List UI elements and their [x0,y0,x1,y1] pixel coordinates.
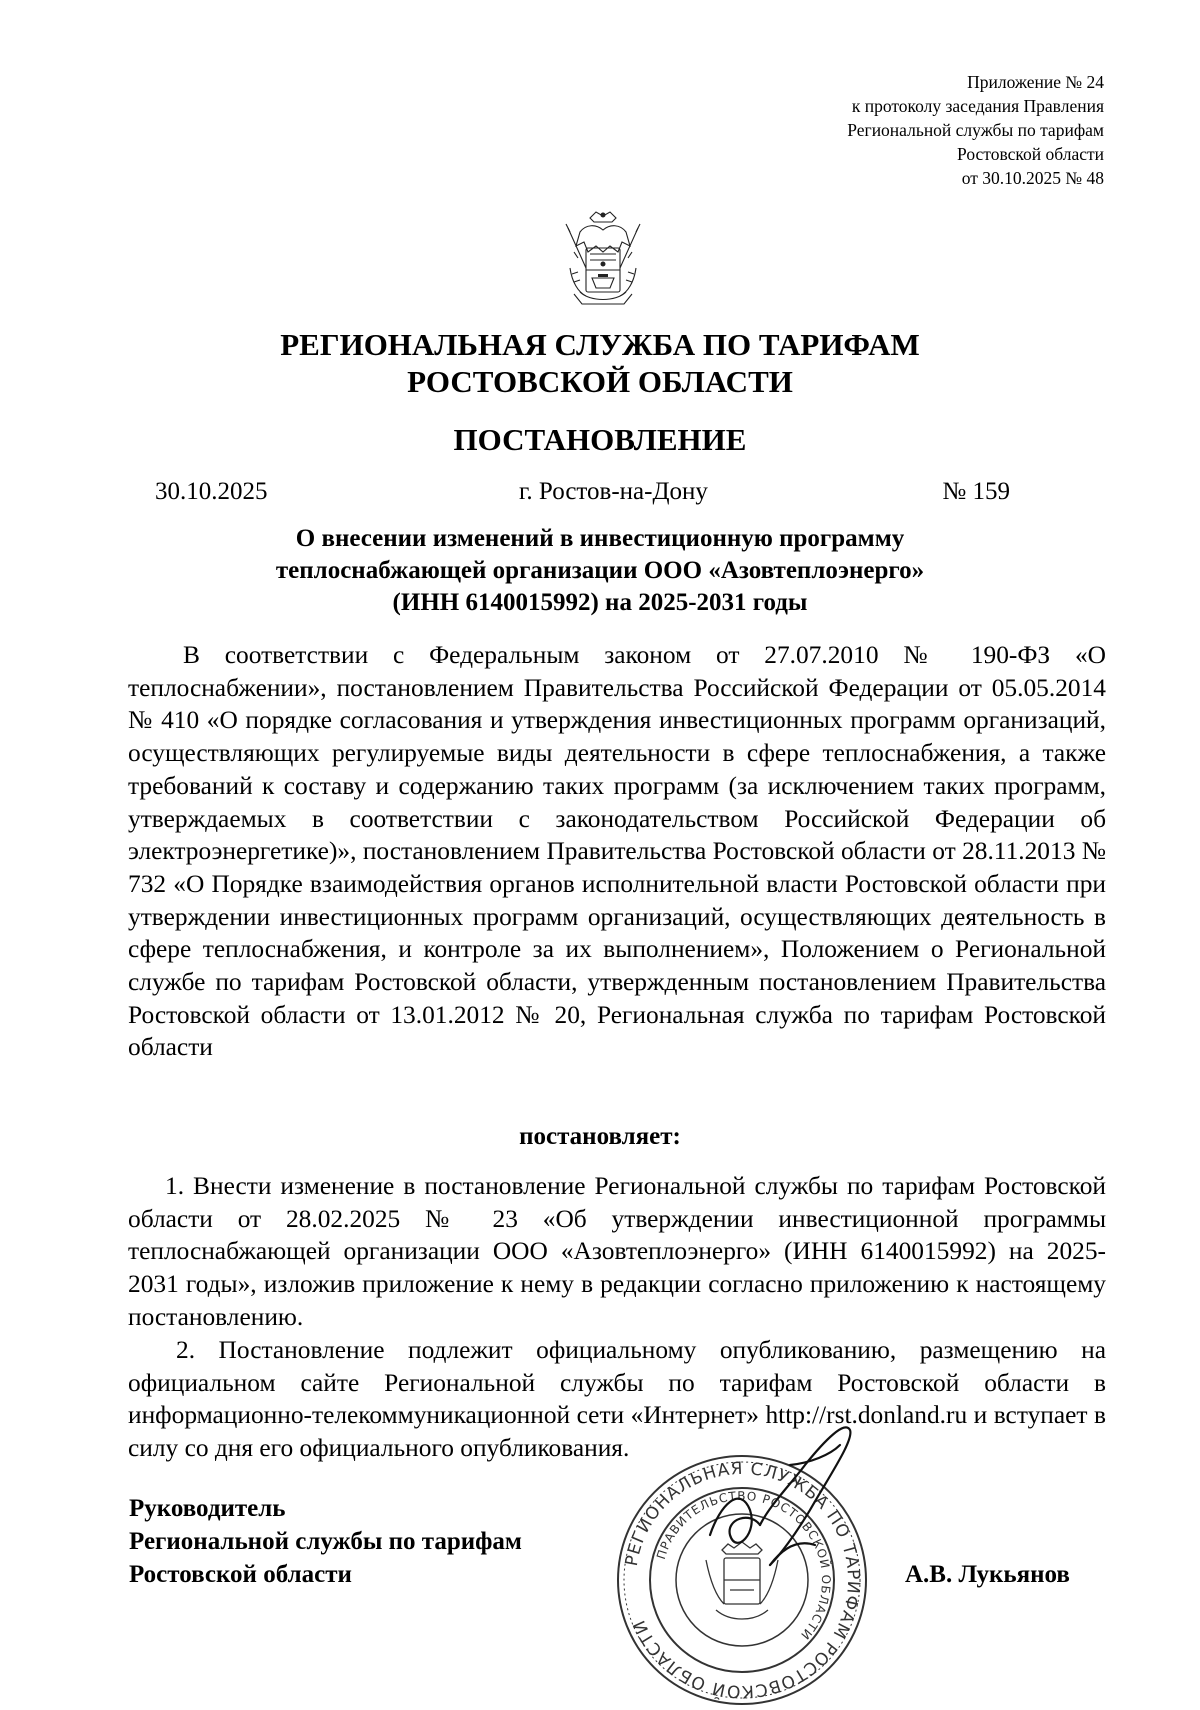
attachment-line-3: Региональной службы по тарифам [847,120,1104,140]
subject-line-2: теплоснабжающей организации ООО «Азовтеплоэнерго» [275,557,925,584]
attachment-line-1: Приложение № 24 [967,72,1104,92]
attachment-line-2: к протоколу заседания Правления [851,96,1104,116]
attachment-line-5: от 30.10.2025 № 48 [961,168,1104,188]
signer-name: А.В. Лукьянов [905,1561,1070,1588]
handwritten-signature-icon [640,1415,900,1645]
subject-line-3: (ИНН 6140015992) на 2025-2031 годы [392,589,808,616]
org-line-2: РОСТОВСКОЙ ОБЛАСТИ [407,364,793,399]
item-1-paragraph: 1. Внести изменение в постановление Региональной службы по тарифам Ростовской области от 28.02.2025 № 23 «Об утверждении инвестиционной программы теплоснабжающей организации ООО «Азовтеплоэнерго» (ИНН 6140015992) на 2025-2031 годы», изложив приложение к нему в редакции согласно приложению к настоящему постановлению. [128,1172,1106,1331]
preamble-paragraph: В соответствии с Федеральным законом от 27.07.2010 № 190-ФЗ «О теплоснабжении», постановлением Правительства Российской Федерации от 05.05.2014 № 410 «О порядке согласования и утверждения инвестиционных программ организаций, осуществляющих регулируемые виды деятельности в сфере теплоснабжения, а также требований к составу и содержанию таких программ (за исключением таких программ, утверждаемых в соответствии с законодательством Российской Федерации об электроэнергетике)», постановлением Правительства Ростовской области от 28.11.2013 № 732 «О Порядке взаимодействия органов исполнительной власти Ростовской области при утверждении инвестиционных программ организаций, осуществляющих деятельность в сфере теплоснабжения, и контроле за их выполнением», Положением о Региональной службе по тарифам Ростовской области, утвержденным постановлением Правительства Ростовской области от 13.01.2012 № 20, Региональная служба по тарифам Ростовской области [128,641,1106,1062]
document-date: 30.10.2025 [155,478,268,505]
seal-inner-text: ПРАВИТЕЛЬСТВО РОСТОВСКОЙ ОБЛАСТИ [653,1488,834,1643]
org-line-1: РЕГИОНАЛЬНАЯ СЛУЖБА ПО ТАРИФАМ [280,327,920,362]
decree-word: постановляет: [519,1123,681,1150]
position-line-3: Ростовской области [129,1561,352,1588]
position-line-1: Руководитель [129,1495,286,1522]
organization-title [0,326,1200,400]
seal-outer-text: РЕГИОНАЛЬНАЯ СЛУЖБА ПО ТАРИФАМ РОСТОВСКОЙ ОБЛАСТИ [621,1458,864,1702]
document-number: № 159 [942,478,1010,505]
attachment-note [847,70,1104,190]
document-type: ПОСТАНОВЛЕНИЕ [453,422,747,457]
document-subject [0,523,1200,619]
subject-line-1: О внесении изменений в инвестиционную программу [295,525,905,552]
document-city: г. Ростов-на-Дону [519,478,708,505]
position-line-2: Региональной службы по тарифам [129,1528,522,1555]
item-2-paragraph: 2. Постановление подлежит официальному опубликованию, размещению на официальном сайте Региональной службы по тарифам Ростовской области в информационно-телекоммуникационной сети «Интернет» http://rst.donland.ru и вступает в силу со дня его официального опубликования. [128,1336,1106,1463]
signer-position [129,1492,522,1591]
rostov-coat-of-arms-icon [560,208,646,312]
attachment-line-4: Ростовской области [957,144,1104,164]
document-meta-row [155,476,1010,508]
